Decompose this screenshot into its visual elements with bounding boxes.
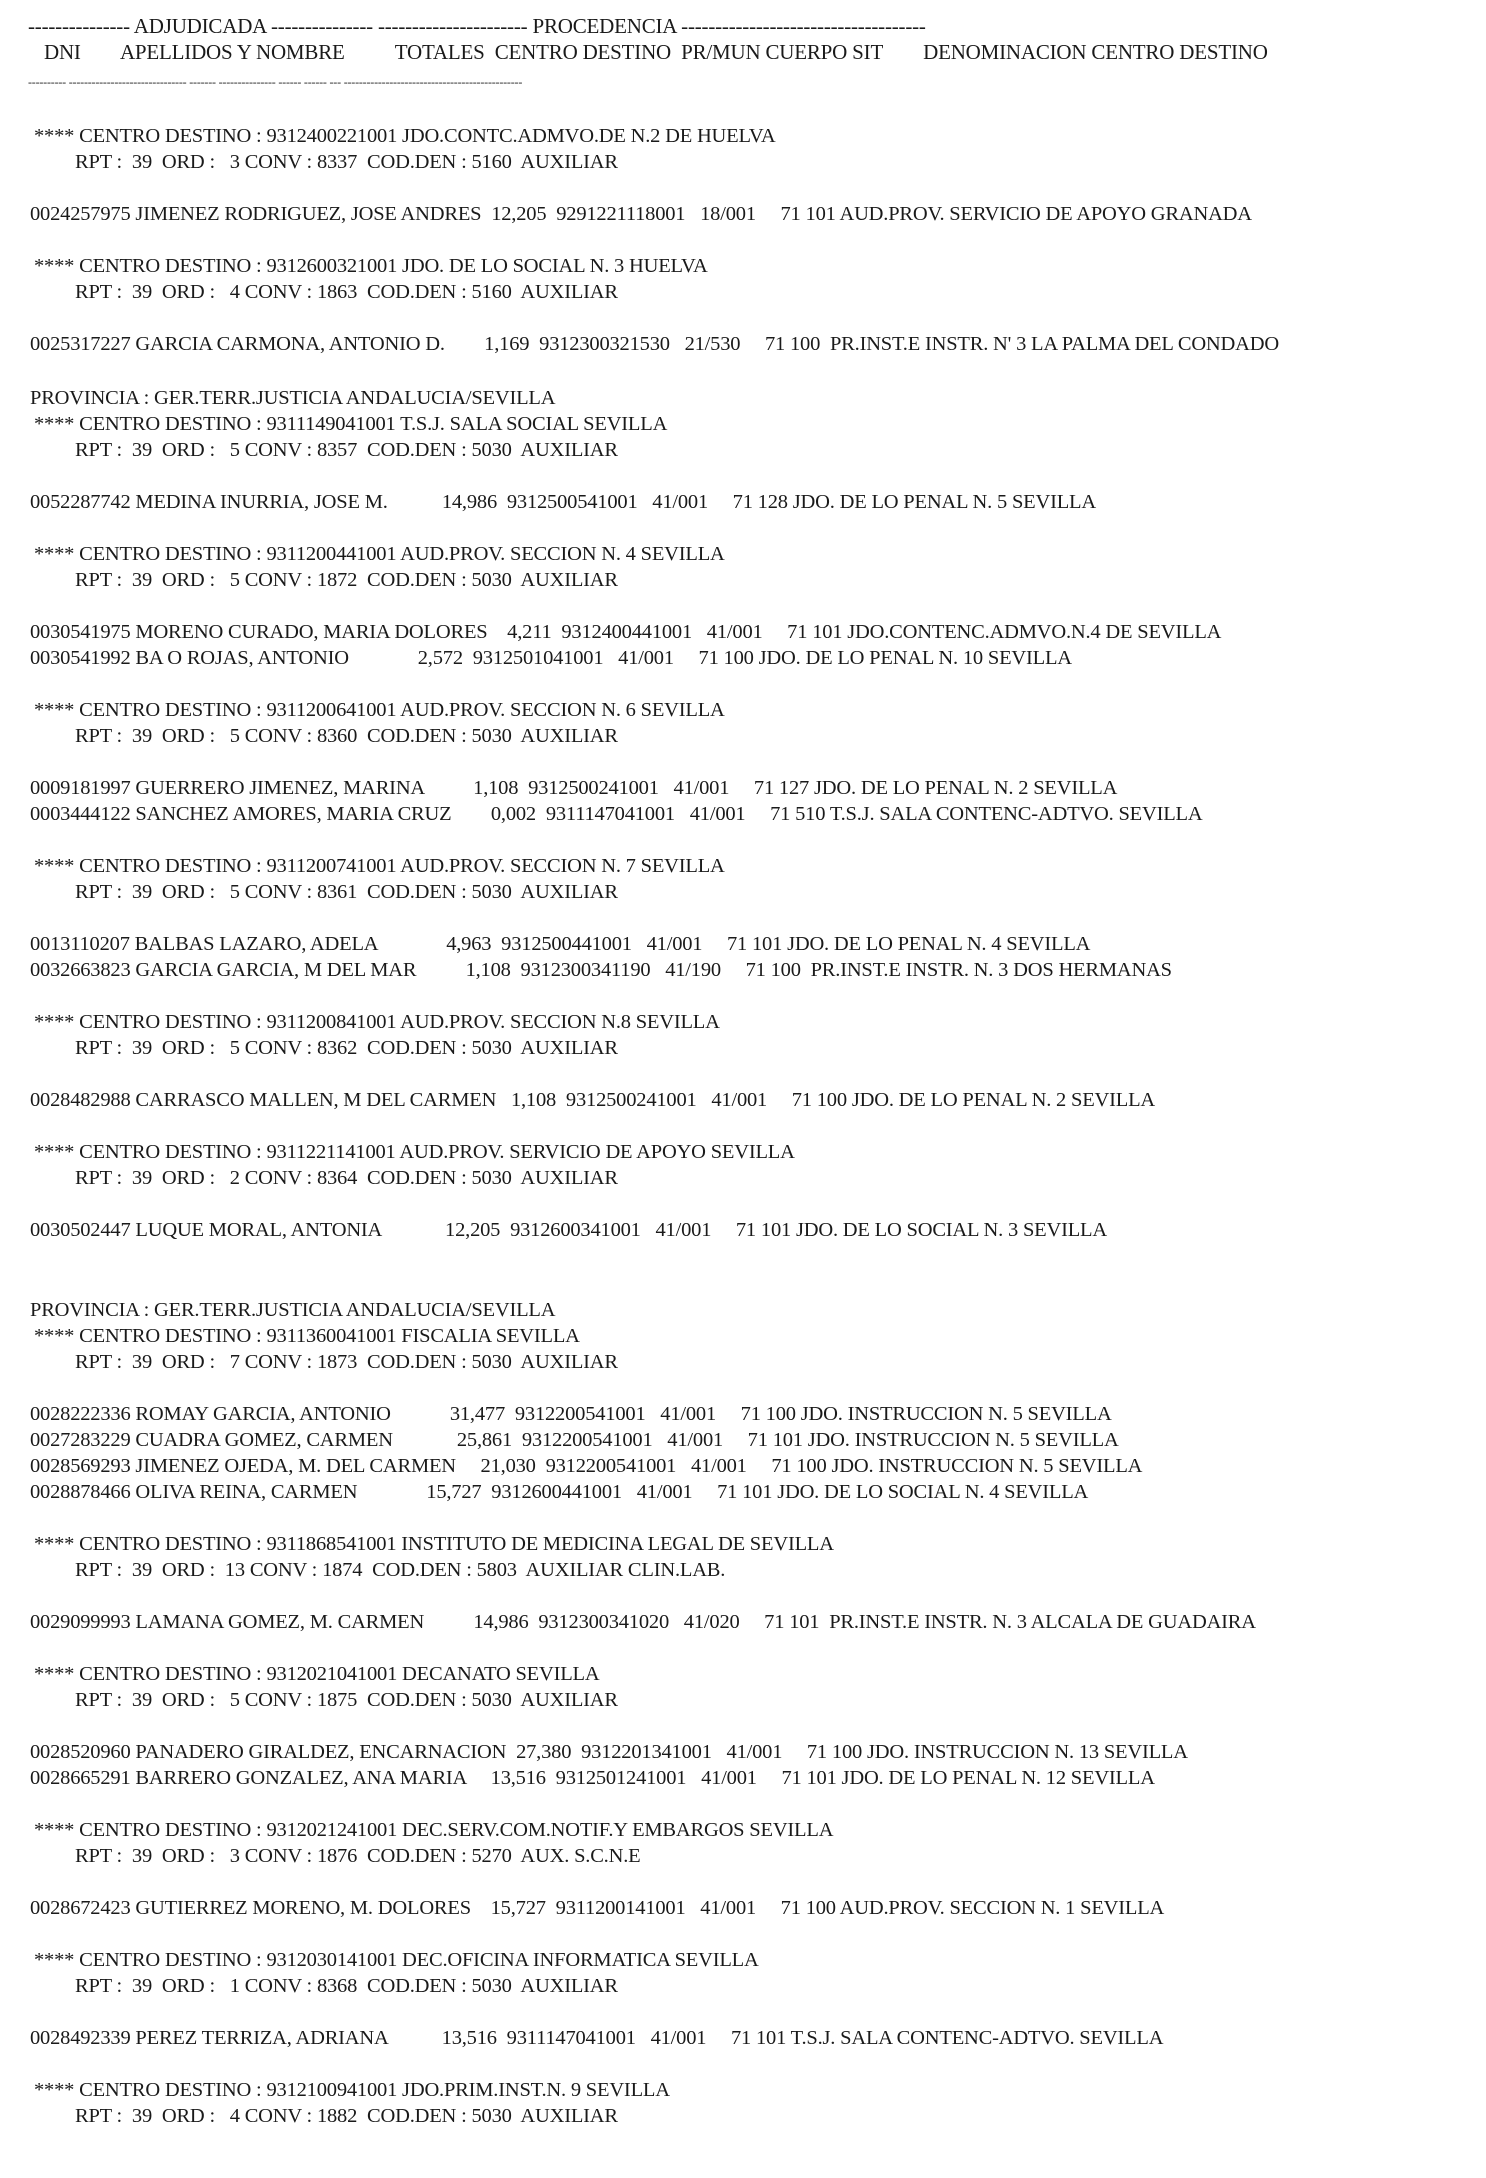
record-line: 0028520960 PANADERO GIRALDEZ, ENCARNACION 27,380 9312201341001 41/001 71 100 JDO. INSTRUCCION N. 13 SEVILLA bbox=[30, 1741, 1188, 1763]
centro-destino-line: **** CENTRO DESTINO : 9312030141001 DEC.OFICINA INFORMATICA SEVILLA bbox=[34, 1949, 759, 1971]
record-line: 0003444122 SANCHEZ AMORES, MARIA CRUZ 0,002 9311147041001 41/001 71 510 T.S.J. SALA CONTENC-ADTVO. SEVILLA bbox=[30, 803, 1203, 825]
centro-destino-line: **** CENTRO DESTINO : 9312100941001 JDO.PRIM.INST.N. 9 SEVILLA bbox=[34, 2079, 670, 2101]
record-line: 0052287742 MEDINA INURRIA, JOSE M. 14,986 9312500541001 41/001 71 128 JDO. DE LO PENAL N. 5 SEVILLA bbox=[30, 491, 1096, 513]
rpt-line: RPT : 39 ORD : 7 CONV : 1873 COD.DEN : 5030 AUXILIAR bbox=[75, 1351, 618, 1373]
record-line: 0028672423 GUTIERREZ MORENO, M. DOLORES 15,727 9311200141001 41/001 71 100 AUD.PROV. SECCION N. 1 SEVILLA bbox=[30, 1897, 1165, 1919]
record-line: 0028482988 CARRASCO MALLEN, M DEL CARMEN 1,108 9312500241001 41/001 71 100 JDO. DE LO PENAL N. 2 SEVILLA bbox=[30, 1089, 1156, 1111]
rpt-line: RPT : 39 ORD : 3 CONV : 1876 COD.DEN : 5270 AUX. S.C.N.E bbox=[75, 1845, 641, 1867]
rpt-line: RPT : 39 ORD : 5 CONV : 1875 COD.DEN : 5030 AUXILIAR bbox=[75, 1689, 618, 1711]
record-line: 0030541992 BA O ROJAS, ANTONIO 2,572 9312501041001 41/001 71 100 JDO. DE LO PENAL N. 10 SEVILLA bbox=[30, 647, 1072, 669]
record-line: 0009181997 GUERRERO JIMENEZ, MARINA 1,108 9312500241001 41/001 71 127 JDO. DE LO PENAL N. 2 SEVILLA bbox=[30, 777, 1118, 799]
record-line: 0029099993 LAMANA GOMEZ, M. CARMEN 14,986 9312300341020 41/020 71 101 PR.INST.E INSTR. N. 3 ALCALA DE GUADAIRA bbox=[30, 1611, 1256, 1633]
record-line: 0032663823 GARCIA GARCIA, M DEL MAR 1,108 9312300341190 41/190 71 100 PR.INST.E INSTR. N. 3 DOS HERMANAS bbox=[30, 959, 1172, 981]
rpt-line: RPT : 39 ORD : 5 CONV : 1872 COD.DEN : 5030 AUXILIAR bbox=[75, 569, 618, 591]
centro-destino-line: **** CENTRO DESTINO : 9312021041001 DECANATO SEVILLA bbox=[34, 1663, 600, 1685]
centro-destino-line: **** CENTRO DESTINO : 9311149041001 T.S.J. SALA SOCIAL SEVILLA bbox=[34, 413, 668, 435]
centro-destino-line: **** CENTRO DESTINO : 9311200841001 AUD.PROV. SECCION N.8 SEVILLA bbox=[34, 1011, 720, 1033]
centro-destino-line: **** CENTRO DESTINO : 9311200641001 AUD.PROV. SECCION N. 6 SEVILLA bbox=[34, 699, 725, 721]
record-line: 0024257975 JIMENEZ RODRIGUEZ, JOSE ANDRES 12,205 9291221118001 18/001 71 101 AUD.PROV. SERVICIO DE APOYO GRANADA bbox=[30, 203, 1252, 225]
centro-destino-line: **** CENTRO DESTINO : 9312021241001 DEC.SERV.COM.NOTIF.Y EMBARGOS SEVILLA bbox=[34, 1819, 834, 1841]
centro-destino-line: **** CENTRO DESTINO : 9311200441001 AUD.PROV. SECCION N. 4 SEVILLA bbox=[34, 543, 725, 565]
centro-destino-line: **** CENTRO DESTINO : 9312400221001 JDO.CONTC.ADMVO.DE N.2 DE HUELVA bbox=[34, 125, 776, 147]
rpt-line: RPT : 39 ORD : 5 CONV : 8361 COD.DEN : 5030 AUXILIAR bbox=[75, 881, 618, 903]
header-dashes-bottom: ---------- ------------------------------- ------- --------------- ------ ------ --- ----------------------------------------------- bbox=[28, 75, 523, 89]
rpt-line: RPT : 39 ORD : 5 CONV : 8362 COD.DEN : 5030 AUXILIAR bbox=[75, 1037, 618, 1059]
rpt-line: RPT : 39 ORD : 3 CONV : 8337 COD.DEN : 5160 AUXILIAR bbox=[75, 151, 618, 173]
centro-destino-line: **** CENTRO DESTINO : 9311200741001 AUD.PROV. SECCION N. 7 SEVILLA bbox=[34, 855, 725, 877]
record-line: 0030502447 LUQUE MORAL, ANTONIA 12,205 9312600341001 41/001 71 101 JDO. DE LO SOCIAL N. 3 SEVILLA bbox=[30, 1219, 1107, 1241]
record-line: 0030541975 MORENO CURADO, MARIA DOLORES 4,211 9312400441001 41/001 71 101 JDO.CONTENC.ADMVO.N.4 DE SEVILLA bbox=[30, 621, 1222, 643]
rpt-line: RPT : 39 ORD : 13 CONV : 1874 COD.DEN : 5803 AUXILIAR CLIN.LAB. bbox=[75, 1559, 726, 1581]
rpt-line: RPT : 39 ORD : 4 CONV : 1882 COD.DEN : 5030 AUXILIAR bbox=[75, 2105, 618, 2127]
provincia-line: PROVINCIA : GER.TERR.JUSTICIA ANDALUCIA/SEVILLA bbox=[30, 387, 556, 409]
record-line: 0027283229 CUADRA GOMEZ, CARMEN 25,861 9312200541001 41/001 71 101 JDO. INSTRUCCION N. 5 SEVILLA bbox=[30, 1429, 1119, 1451]
centro-destino-line: **** CENTRO DESTINO : 9312600321001 JDO. DE LO SOCIAL N. 3 HUELVA bbox=[34, 255, 708, 277]
rpt-line: RPT : 39 ORD : 2 CONV : 8364 COD.DEN : 5030 AUXILIAR bbox=[75, 1167, 618, 1189]
record-line: 0028222336 ROMAY GARCIA, ANTONIO 31,477 9312200541001 41/001 71 100 JDO. INSTRUCCION N. 5 SEVILLA bbox=[30, 1403, 1112, 1425]
record-line: 0025317227 GARCIA CARMONA, ANTONIO D. 1,169 9312300321530 21/530 71 100 PR.INST.E INSTR. N' 3 LA PALMA DEL CONDADO bbox=[30, 333, 1279, 355]
centro-destino-line: **** CENTRO DESTINO : 9311360041001 FISCALIA SEVILLA bbox=[34, 1325, 580, 1347]
rpt-line: RPT : 39 ORD : 4 CONV : 1863 COD.DEN : 5160 AUXILIAR bbox=[75, 281, 618, 303]
header-columns: DNI APELLIDOS Y NOMBRE TOTALES CENTRO DESTINO PR/MUN CUERPO SIT DENOMINACION CENTRO DESTINO bbox=[44, 40, 1268, 64]
centro-destino-line: **** CENTRO DESTINO : 9311221141001 AUD.PROV. SERVICIO DE APOYO SEVILLA bbox=[34, 1141, 795, 1163]
header-dashes-top: --------------- ADJUDICADA --------------- ---------------------- PROCEDENCIA ------------------------------------ bbox=[28, 14, 926, 38]
rpt-line: RPT : 39 ORD : 5 CONV : 8360 COD.DEN : 5030 AUXILIAR bbox=[75, 725, 618, 747]
provincia-line: PROVINCIA : GER.TERR.JUSTICIA ANDALUCIA/SEVILLA bbox=[30, 1299, 556, 1321]
record-line: 0028878466 OLIVA REINA, CARMEN 15,727 9312600441001 41/001 71 101 JDO. DE LO SOCIAL N. 4 SEVILLA bbox=[30, 1481, 1089, 1503]
record-line: 0028665291 BARRERO GONZALEZ, ANA MARIA 13,516 9312501241001 41/001 71 101 JDO. DE LO PENAL N. 12 SEVILLA bbox=[30, 1767, 1155, 1789]
centro-destino-line: **** CENTRO DESTINO : 9311868541001 INSTITUTO DE MEDICINA LEGAL DE SEVILLA bbox=[34, 1533, 834, 1555]
rpt-line: RPT : 39 ORD : 5 CONV : 8357 COD.DEN : 5030 AUXILIAR bbox=[75, 439, 618, 461]
record-line: 0013110207 BALBAS LAZARO, ADELA 4,963 9312500441001 41/001 71 101 JDO. DE LO PENAL N. 4 SEVILLA bbox=[30, 933, 1091, 955]
record-line: 0028569293 JIMENEZ OJEDA, M. DEL CARMEN 21,030 9312200541001 41/001 71 100 JDO. INSTRUCCION N. 5 SEVILLA bbox=[30, 1455, 1143, 1477]
record-line: 0028492339 PEREZ TERRIZA, ADRIANA 13,516 9311147041001 41/001 71 101 T.S.J. SALA CONTENC-ADTVO. SEVILLA bbox=[30, 2027, 1164, 2049]
rpt-line: RPT : 39 ORD : 1 CONV : 8368 COD.DEN : 5030 AUXILIAR bbox=[75, 1975, 618, 1997]
